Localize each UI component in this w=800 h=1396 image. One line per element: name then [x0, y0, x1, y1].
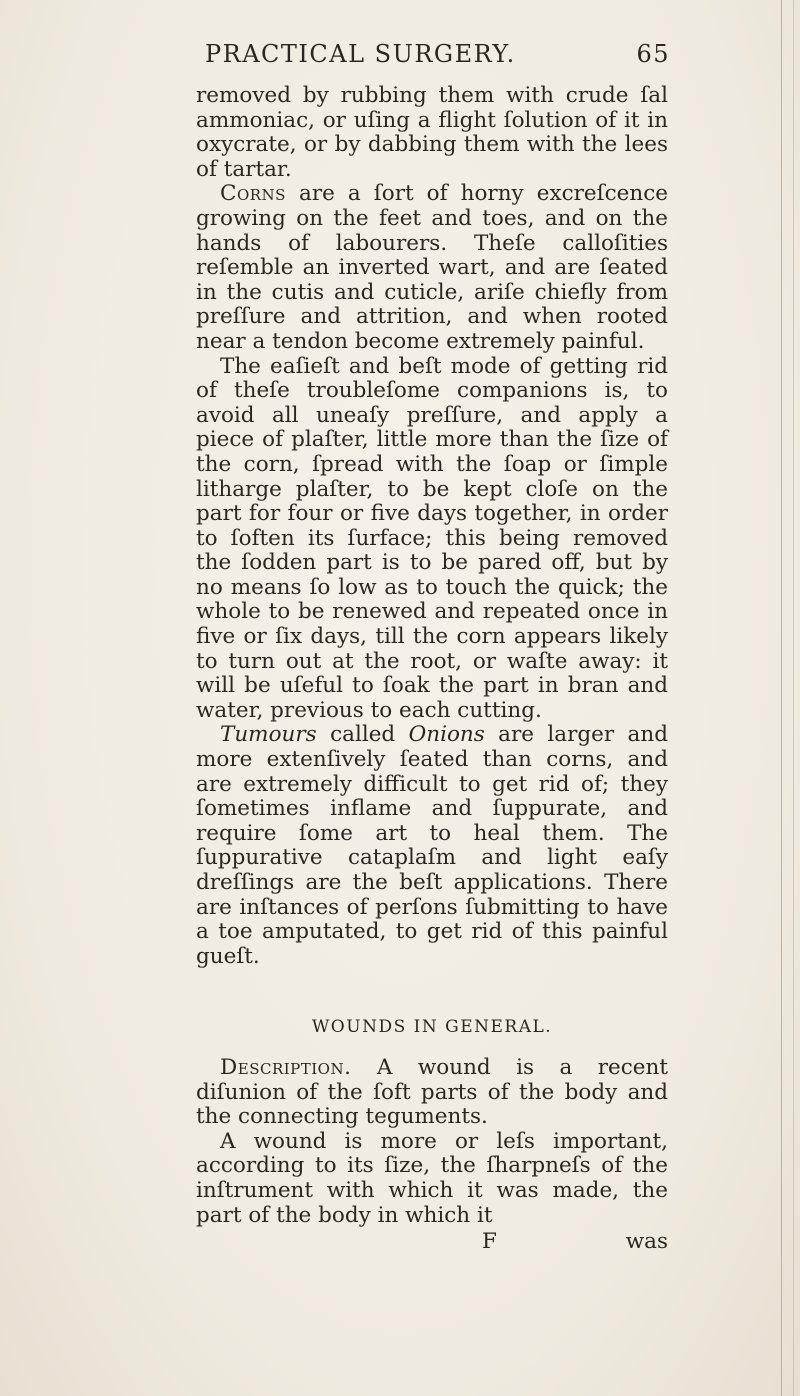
catchword: was: [625, 1229, 668, 1255]
running-header: [205, 40, 670, 80]
paragraph-description: [196, 1056, 668, 1130]
tumours-text: are larger and more extenſively ſeated than corns, and are extremely difficult to get rid of; they ſometimes inflame and ſuppurate, and require ſome art to heal them. The ſuppurative cataplaſm and light eaſy dreſſings are the beſt applications. There are inſtances of perſons ſubmitting to have a toe amputated, to get rid of this painful gueſt.: [196, 722, 668, 969]
onions-term: Onions: [408, 722, 485, 748]
corns-text: are a ſort of horny excreſcence growing on the feet and toes, and on the hands of labourers. Theſe calloſities reſemble an inverted wart, and are ſeated in the cutis and cuticle, ariſe chiefly from preſſure and attrition, and when rooted near a tendon become extremely painful.: [196, 181, 668, 354]
paragraph-remedy: The eaſieſt and beſt mode of getting rid of theſe troubleſome companions is, to avoid all uneaſy preſſure, and apply a piece of plaſter, little more than the ſize of the corn, ſpread with the ſoap or ſimple litharge plaſter, to be kept cloſe on the part for four or five days together, in order to ſoften its ſurface; this being removed the ſodden part is to be pared off, but by no means ſo low as to touch the quick; the whole to be renewed and repeated once in five or ſix days, till the corn appears likely to turn out at the root, or waſte away: it will be uſeful to ſoak the part in bran and water, previous to each cutting.: [196, 353, 668, 723]
running-title: PRACTICAL SURGERY.: [205, 40, 516, 68]
body-text: [196, 84, 668, 1256]
paragraph-tumours: [196, 723, 668, 969]
paragraph-warts-continued: removed by rubbing them with crude ſal ammoniac, or uſing a flight ſolution of it in oxycrate, or by dabbing them with the lees of tartar.: [196, 83, 668, 182]
page-edge-line: [793, 0, 794, 1396]
description-lead: Description.: [220, 1054, 352, 1080]
corns-lead: Corns: [220, 181, 286, 207]
footer-line: [196, 1230, 668, 1256]
paragraph-importance: A wound is more or leſs important, according to its ſize, the ſharpneſs of the inſtrument with which it was made, the part of the body in which it: [196, 1128, 668, 1228]
page-number: 65: [636, 40, 670, 68]
section-heading: WOUNDS IN GENERAL.: [311, 1017, 553, 1038]
description-text: A wound is a recent diſunion of the ſoft parts of the body and the connecting teguments.: [196, 1054, 668, 1130]
paragraph-corns: [196, 182, 668, 354]
signature-mark: F: [482, 1229, 497, 1255]
page-edge-line: [781, 0, 782, 1396]
tumours-lead: Tumours: [220, 722, 317, 748]
tumours-called: called: [316, 722, 409, 748]
